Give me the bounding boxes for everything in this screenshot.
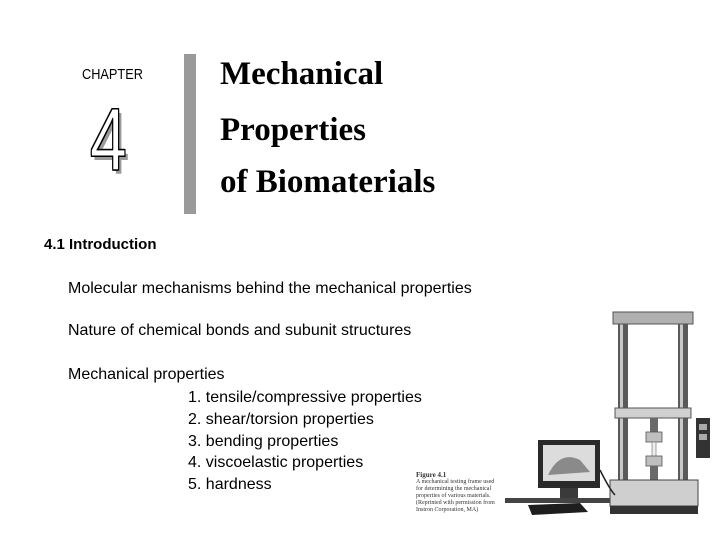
section-heading: 4.1 Introduction: [44, 236, 157, 253]
chapter-label: CHAPTER: [82, 66, 143, 83]
caption-text: A mechanical testing frame used for determining the mechanical properties of various materials. (Reprinted with permission from Instron Corporation, MA): [416, 479, 495, 513]
chapter-number: 4: [90, 90, 127, 189]
properties-list: [188, 387, 422, 496]
list-item: 3. bending properties: [188, 432, 339, 450]
body-line: Mechanical properties: [68, 366, 225, 383]
title-line-3: of Biomaterials: [220, 164, 436, 200]
title-line-1: Mechanical: [220, 56, 384, 92]
body-line: Nature of chemical bonds and subunit structures: [68, 322, 412, 339]
tensile-testing-machine-icon: [410, 300, 720, 540]
body-line: Molecular mechanisms behind the mechanical properties: [68, 280, 472, 297]
list-item: 4. viscoelastic properties: [188, 454, 364, 472]
title-line-2: Properties: [220, 112, 367, 148]
caption-title: Figure 4.1: [416, 471, 447, 479]
list-item: 1. tensile/compressive properties: [188, 389, 422, 406]
testing-machine-figure: [410, 300, 720, 540]
list-item: 2. shear/torsion properties: [188, 410, 374, 428]
list-item: 5. hardness: [188, 476, 272, 494]
title-divider: [184, 54, 196, 214]
